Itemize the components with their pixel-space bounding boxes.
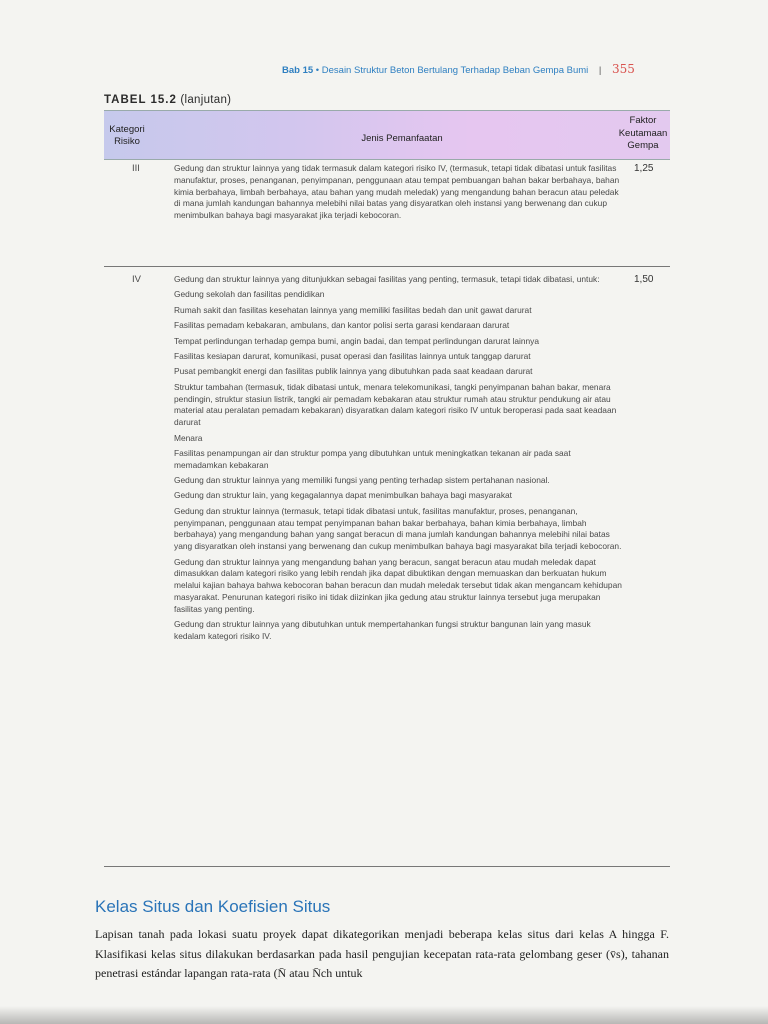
row-divider xyxy=(104,266,670,267)
table-header xyxy=(104,110,670,160)
table-number: TABEL 15.2 xyxy=(104,94,177,106)
row-faktor: 1,50 xyxy=(634,274,654,285)
bullet: • xyxy=(315,65,320,76)
row-kategori: IV xyxy=(132,274,141,285)
page-edge-shadow xyxy=(0,1006,768,1024)
running-head xyxy=(282,62,682,76)
table-continued: (lanjutan) xyxy=(180,94,232,106)
separator: | xyxy=(598,65,602,76)
header-jenis: Jenis Pemanfaatan xyxy=(361,133,443,144)
page-number: 355 xyxy=(612,62,635,76)
chapter-title: Desain Struktur Beton Bertulang Terhadap Beban Gempa Bumi xyxy=(321,65,589,76)
section-heading: Kelas Situs dan Koefisien Situs xyxy=(95,897,331,916)
chapter-label: Bab 15 xyxy=(282,65,314,76)
header-faktor: Faktor Keutamaan Gempa xyxy=(618,115,668,151)
row-kategori: III xyxy=(132,163,140,174)
body-paragraph: Lapisan tanah pada lokasi suatu proyek dapat dikategorikan menjadi beberapa kelas situs dari kelas A hingga F. Klasifikasi kelas situs dilakukan berdasarkan pada hasil pengujian kecepatan rata-rata gelombang geser (v̄s), tahanan penetrasi estándar lapangan rata-rata (N̄ atau N̄ch untuk xyxy=(95,927,669,980)
row-description: Gedung dan struktur lainnya yang ditunjukkan sebagai fasilitas yang penting, termasuk, tetapi tidak dibatasi, untuk: Gedung sekolah dan fasilitas pendidikan Rumah sakit dan fasilitas kesehatan lainnya yang memiliki fasilitas bedah dan unit gawat darurat Fasilitas pemadam kebakaran, ambulans, dan kantor polisi serta garasi kendaraan darurat Tempat perlindungan terhadap gempa bumi, angin badai, dan tempat perlindungan darurat lainnya Fasilitas kesiapan darurat, komunikasi, pusat operasi dan fasilitas lainnya untuk tanggap darurat Pusat pembangkit energi dan fasilitas publik lainnya yang dibutuhkan pada saat keadaan darurat Struktur tambahan (termasuk, tidak dibatasi untuk, menara telekomunikasi, tangki penyimpanan bahan bakar, menara pendingin, struktur stasiun listrik, tangki air pemadam kebakaran atau struktur rumah atau struktur pendukung air atau material atau peralatan pemadam kebakaran) disyaratkan dalam kategori risiko IV untuk beroperasi pada saat keadaan darurat Menara Fasilitas penampungan air dan struktur pompa yang dibutuhkan untuk meningkatkan tekanan air pada saat memadamkan kebakaran Gedung dan struktur lainnya yang memiliki fungsi yang penting terhadap sistem pertahanan nasional. Gedung dan struktur lain, yang kegagalannya dapat menimbulkan bahaya bagi masyarakat Gedung dan struktur lainnya (termasuk, tetapi tidak dibatasi untuk, fasilitas manufaktur, proses, penanganan, penyimpanan, penggunaan atau tempat penyimpanan bahan bakar berbahaya, bahan kimia berbahaya, limbah berbahaya) yang mengandung bahan yang sangat beracun di mana jumlah kandungan bahannya melebihi nilai batas yang disyaratkan oleh instansi yang berwenang dan cukup menimbulkan bahaya bagi masyarakat bila terjadi kebocoran. Gedung dan struktur lainnya yang mengandung bahan yang beracun, sangat beracun atau mudah meledak dapat dimasukkan dalam kategori risiko yang lebih rendah jika dapat dibuktikan dengan memuaskan dan berkuatan hukum melalui kajian bahaya bahwa kebocoran bahan beracun dan mudah meledak tersebut tidak akan mengancam kehidupan masyarakat. Penurunan kategori risiko ini tidak diizinkan jika gedung atau struktur lainnya tersebut juga merupakan fasilitas yang penting. Gedung dan struktur lainnya yang dibutuhkan untuk mempertahankan fungsi struktur bangunan lain yang masuk kedalam kategori risiko IV. xyxy=(174,274,622,642)
header-kategori: Kategori Risiko xyxy=(109,124,145,147)
row-faktor: 1,25 xyxy=(634,163,654,174)
table-bottom-rule xyxy=(104,866,670,867)
row-description: Gedung dan struktur lainnya yang tidak termasuk dalam kategori risiko IV, (termasuk, tetapi tidak dibatasi untuk fasilitas manufaktur, proses, penanganan, penyimpanan, penggunaan atau tempat pembuangan bahan bakar berbahaya, bahan kimia berbahaya, limbah berbahaya, atau bahan yang mudah meledak) yang mengandung bahan beracun atau peledak di mana jumlah kandungan bahannya melebihi nilai batas yang disyaratkan oleh instansi yang berwenang dan cukup menimbulkan bahaya bagi masyarakat jika terjadi kebocoran. xyxy=(174,163,620,221)
table-title xyxy=(104,94,231,106)
